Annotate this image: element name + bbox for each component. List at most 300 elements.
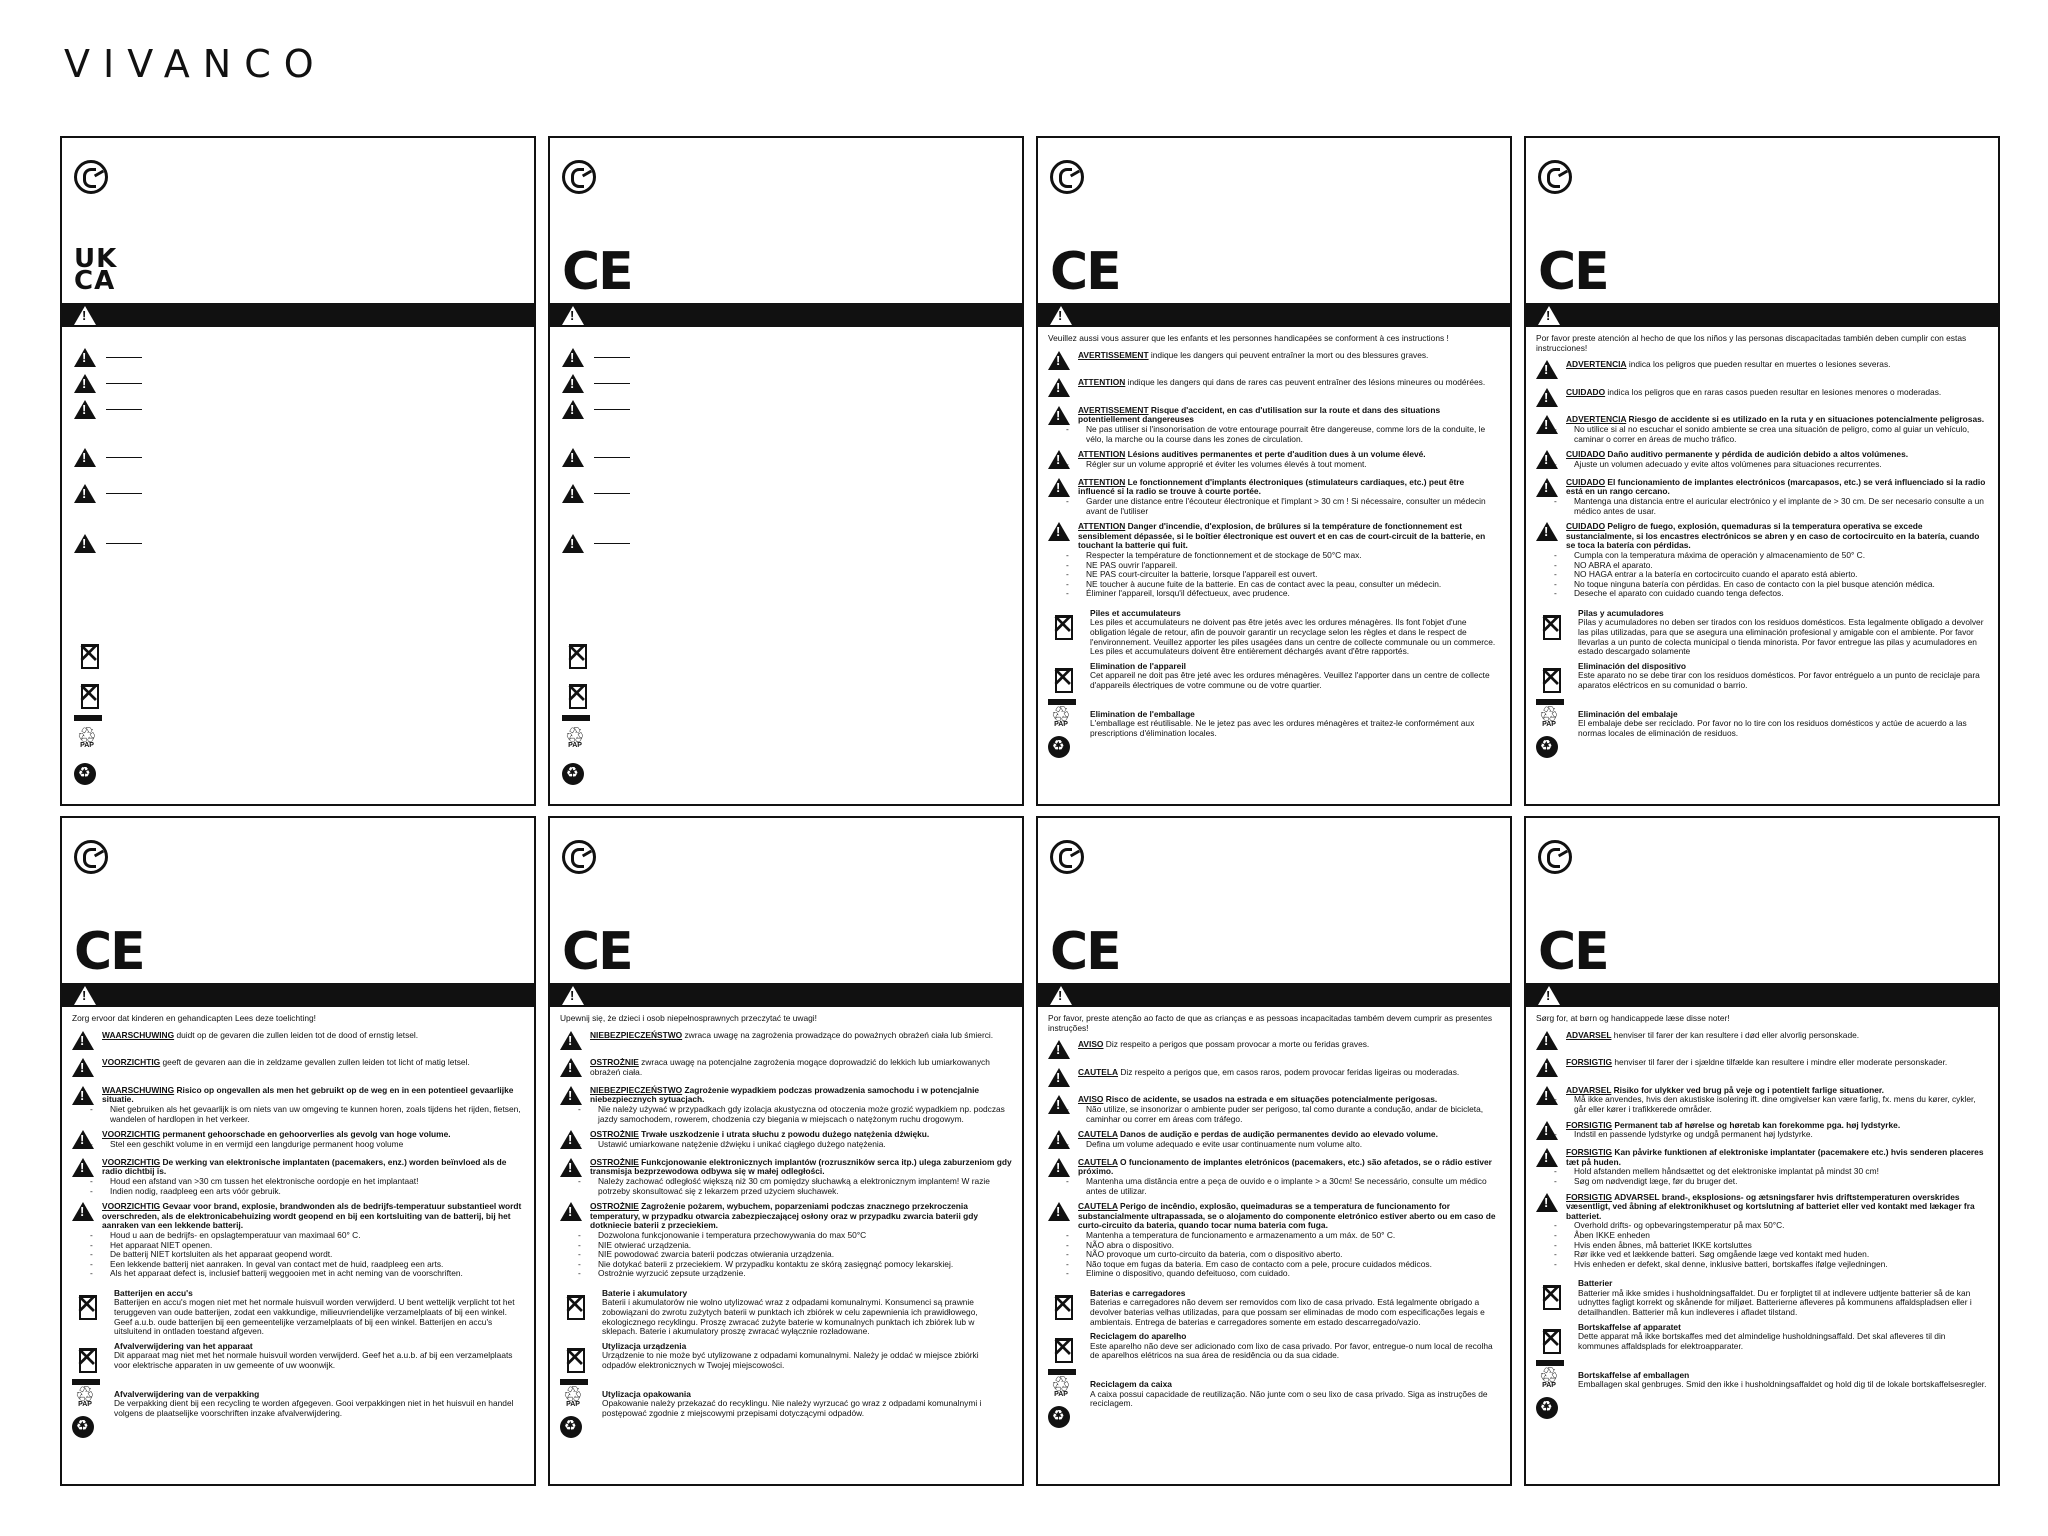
blank-line <box>106 457 142 458</box>
warning-line <box>102 1058 524 1068</box>
disposal-text <box>1578 1279 1988 1317</box>
disposal-item <box>560 1342 1012 1385</box>
warning-desc: henviser til farer der i sjældne tilfælde kan resultere i mindre eller moderate personskader. <box>1612 1057 1948 1068</box>
disposal-desc: Cet appareil ne doit pas être jeté avec les ordures ménagères. Veuillez l'apporter dans un centre de collecte d'appareils électriques de votre commune ou de votre quartier. <box>1090 670 1490 691</box>
warning-bullets <box>590 1177 1012 1196</box>
item-icon-wrap <box>1048 1095 1078 1124</box>
warning-text <box>1566 1086 1988 1115</box>
item-icon-wrap <box>560 1086 590 1124</box>
warning-icon <box>560 1031 582 1050</box>
disposal-desc: Les piles et accumulateurs ne doivent pas être jetés avec les ordures ménagères. Ils font l'objet d'une obligation légale de retour, afin de pouvoir garantir un recyclage selon les règles et dans le respect de l'environnement. Veuillez apporter les piles usagées dans un centre de collecte communale ou un commerce. Les piles et accumulateurs doivent être entièrement déchargés avant d'être rapportés. <box>1090 617 1496 657</box>
warning-icon <box>560 1202 582 1221</box>
warning-icon <box>560 1158 582 1177</box>
warning-icon <box>1536 388 1558 407</box>
item-icon-wrap <box>1048 478 1078 516</box>
signal-word: CAUTELA <box>1078 1156 1118 1167</box>
warning-desc: indica los peligros que en raras casos pueden resultar en lesiones menores o moderadas. <box>1605 386 1942 397</box>
warning-bullets <box>1566 1167 1988 1186</box>
warning-text <box>1566 415 1988 444</box>
bullet: - NO HAGA entrar a la batería en cortocircuito cuando el aparato está abierto. <box>1566 570 1988 580</box>
warning-heading: De werking van elektronische implantaten (pacemakers, enz.) worden beïnvloed als de radio dichtbij is. <box>102 1156 507 1177</box>
blank-warning-row <box>562 374 630 393</box>
item-icon-wrap <box>560 1130 590 1152</box>
bullet: - Cumpla con la temperatura máxima de operación y almacenamiento de 50° C. <box>1566 551 1988 561</box>
warning-item <box>72 1130 524 1152</box>
disposal-item <box>1536 710 1988 758</box>
disposal-item <box>1048 1332 1500 1375</box>
crossed-bin-icon <box>1536 662 1566 696</box>
read-manual-icon <box>1050 160 1084 194</box>
signal-word: AVISO <box>1078 1094 1104 1105</box>
warning-text <box>1566 1031 1988 1053</box>
disposal-heading: Utylizacja urządzenia <box>602 1340 687 1351</box>
warning-text <box>1566 1148 1988 1186</box>
disposal-icon-wrap <box>560 1342 602 1385</box>
item-icon-wrap <box>1048 450 1078 472</box>
item-icon-wrap <box>1536 1121 1566 1143</box>
warning-icon <box>562 374 584 393</box>
warning-item <box>1536 478 1988 516</box>
bullet: - Elimine o dispositivo, quando defeituoso, com cuidado. <box>1078 1269 1500 1279</box>
warning-item <box>1536 1193 1988 1270</box>
bullet: - No utilice si al no escuchar el sonido ambiente se crea una situación de peligro, como al guiar un vehículo, caminar o correr en áreas de mucho tráfico. <box>1566 425 1988 444</box>
item-icon-wrap <box>1048 406 1078 444</box>
crossed-bin-icon <box>74 678 104 712</box>
warning-line <box>1566 522 1988 551</box>
warning-text <box>102 1086 524 1124</box>
disposal-item <box>560 1390 1012 1438</box>
disposal-desc: Dette apparat må ikke bortskaffes med det almindelige husholdningsaffald. Det skal afleveres til din kommunes affaldsplads for elektroapparater. <box>1578 1331 1946 1351</box>
warning-item <box>1536 522 1988 599</box>
disposal-heading: Utylizacja opakowania <box>602 1388 691 1399</box>
disposal-desc: Baterii i akumulatorów nie wolno utylizować wraz z odpadami komunalnymi. Konsumenci są prawnie zobowiązani do zwrotu zużytych baterii w punktach ich zbiórek w celu zapewnienia ich prawidłowego, ekologicznego recyklingu. Proszę zwracać zużyte baterie w komunalnych punktach ich zbiórek lub w sklepach. Baterie i akumulatory proszę zwracać wyłącznie rozładowane. <box>602 1297 978 1337</box>
signal-word: AVERTISSEMENT <box>1078 349 1149 360</box>
warning-item <box>1536 1086 1988 1115</box>
bullet: - NO ABRA el aparato. <box>1566 561 1988 571</box>
bin-bar-icon <box>562 715 590 721</box>
disposal-text <box>1578 710 1988 758</box>
warning-text <box>1566 1058 1988 1080</box>
crossed-bin-icon <box>72 1342 102 1376</box>
warning-line <box>102 1031 524 1041</box>
disposal-desc: Opakowanie należy przekazać do recyklingu. Nie należy wyrzucać go wraz z odpadami komunalnymi i postępować zgodnie z miejscowymi przepisami dotyczącymi odpadów. <box>602 1398 982 1419</box>
warning-icon <box>1536 522 1558 541</box>
signal-word: CUIDADO <box>1566 386 1606 397</box>
bullet: - NIE powodować zwarcia baterii podczas otwierania urządzenia. <box>590 1250 1012 1260</box>
disposal-icon-wrap <box>1536 1279 1578 1317</box>
item-icon-wrap <box>1536 1058 1566 1080</box>
warning-bullets <box>1078 1231 1500 1279</box>
bullet: - Éliminer l'appareil, lorsqu'il défectueux, avec prudence. <box>1078 589 1500 599</box>
warning-bullets <box>102 1105 524 1124</box>
warning-item <box>560 1158 1012 1196</box>
warning-icon <box>562 400 584 419</box>
warning-bullets <box>1566 1095 1988 1114</box>
warning-desc: henviser til farer der kan resultere i død eller alvorlig personskade. <box>1611 1029 1860 1040</box>
disposal-icon-wrap <box>560 1390 602 1438</box>
bullet: - Hold afstanden mellem håndsættet og det elektroniske implantat på mindst 30 cm! <box>1566 1167 1988 1177</box>
crossed-bin-icon <box>72 1289 102 1323</box>
warning-text <box>590 1031 1012 1053</box>
warning-item <box>1048 522 1500 599</box>
pap-recycle-icon: ♲ PAP <box>1048 710 1074 736</box>
disposal-item <box>72 1289 524 1337</box>
warning-icon <box>1536 1031 1558 1050</box>
read-manual-icon <box>1050 840 1084 874</box>
warning-text <box>1566 1121 1988 1143</box>
item-icon-wrap <box>72 1086 102 1124</box>
crossed-bin-icon <box>1536 609 1566 643</box>
warning-icon <box>1048 406 1070 425</box>
warning-icon <box>1536 1148 1558 1167</box>
disposal-icon-wrap <box>72 1289 114 1337</box>
disposal-icon-wrap <box>1048 1380 1090 1428</box>
bullet: - Søg om nødvendigt læge, før du bruger det. <box>1566 1177 1988 1187</box>
bullet: - NÃO abra o dispositivo. <box>1078 1241 1500 1251</box>
warning-line <box>1078 1158 1500 1177</box>
warning-text <box>1078 1095 1500 1124</box>
warning-line <box>1566 1193 1988 1222</box>
bullet: - Respecter la température de fonctionnement et de stockage de 50°C max. <box>1078 551 1500 561</box>
bullet: - Nie należy używać w przypadkach gdy izolacja akustyczna od otoczenia może grozić wypadkiem np. podczas jazdy samochodem, rowerem, chodzenia czy biegania w miejscach o natężonym ruchu drogowym. <box>590 1105 1012 1124</box>
intro-text: Por favor, preste atenção ao facto de que as crianças e as pessoas incapacitadas também devem cumprir as presentes instruções! <box>1048 1013 1493 1033</box>
item-icon-wrap <box>1048 1130 1078 1152</box>
panel-ce-blank <box>548 136 1024 806</box>
warning-heading: El funcionamiento de implantes electrónicos (marcapasos, etc.) se verá influenciado si la radio está en un rango cercano. <box>1566 476 1986 497</box>
warning-bar <box>62 303 534 327</box>
item-icon-wrap <box>72 1202 102 1279</box>
read-manual-icon <box>74 160 108 194</box>
warning-bar <box>1526 303 1998 327</box>
read-manual-icon <box>74 840 108 874</box>
warning-desc: indique les dangers qui peuvent entraîner la mort ou des blessures graves. <box>1148 349 1429 360</box>
crossed-bin-icon <box>562 638 592 672</box>
bullet: - NIE otwierać urządzenia. <box>590 1241 1012 1251</box>
instructions <box>1048 1014 1500 1476</box>
warning-text <box>1078 522 1500 599</box>
warning-heading: Permanent tab af hørelse og høretab kan forekomme pga. høj lydstyrke. <box>1612 1119 1901 1130</box>
signal-word: OSTROŻNIE <box>590 1201 639 1212</box>
warning-text <box>1078 1130 1500 1152</box>
disposal-icon-wrap <box>1536 710 1578 758</box>
item-icon-wrap <box>1536 1031 1566 1053</box>
warning-icon <box>74 374 96 393</box>
read-manual-icon <box>1538 160 1572 194</box>
bullet: - NE PAS court-circuiter la batterie, lorsque l'appareil est ouvert. <box>1078 570 1500 580</box>
warning-heading: Danos de audição e perdas de audição permanentes devido ao elevado volume. <box>1117 1129 1438 1140</box>
warning-desc: geeft de gevaren aan die in zeldzame gevallen zullen leiden tot licht of matig letsel. <box>160 1057 470 1068</box>
warning-line <box>1078 351 1500 361</box>
green-dot-icon <box>562 763 584 785</box>
disposal-desc: Este aparato no se debe tirar con los residuos domésticos. Por favor entréguelo a un punto de reciclaje para aparatos eléctricos en su comunidad o barrio. <box>1578 670 1980 691</box>
blank-line <box>594 493 630 494</box>
disposal-desc: Batterier må ikke smides i husholdningsaffaldet. Du er forpligtet til at indlevere udtjente batterier så de kan udnyttes fagligt korrekt og skånende for miljøet. Batterierne afleveres på kommunens affaldspladsen eller i detailhandlen. Batterier må kun indleveres i afladet tilstand. <box>1578 1287 1972 1318</box>
warning-line <box>1566 360 1988 370</box>
warning-heading: Kan påvirke funktionen af elektroniske implantater (pacemakere etc.) hvis senderen placeres tæt på huden. <box>1566 1147 1984 1167</box>
item-icon-wrap <box>1048 378 1078 400</box>
disposal-icon-wrap <box>1048 609 1090 657</box>
disposal-text <box>602 1289 1012 1337</box>
warning-heading: Zagrożenie pożarem, wybuchem, poparzeniami podczas znacznego przekroczenia temperatury, w przypadku otwarcia zabezpieczającej osłony oraz w przypadku zwarcia baterii gdy dotkniecie baterii z przeciekiem. <box>590 1201 979 1231</box>
disposal-item <box>1048 710 1500 758</box>
warning-item <box>1048 1158 1500 1196</box>
intro-text: Por favor preste atención al hecho de que los niños y las personas discapacitadas también deben cumplir con estas instrucciones! <box>1536 333 1967 353</box>
disposal-text <box>1578 1323 1988 1366</box>
bullet: - Należy zachować odległość większą niż 30 cm pomiędzy słuchawką a elektronicznym implantem! W razie potrzeby skonsultować się z lekarzem przed użyciem słuchawek. <box>590 1177 1012 1196</box>
disposal-desc: Batterijen en accu's mogen niet met het normale huisvuil worden verwijderd. U bent wettelijk verplicht tot het teruggeven van oude batterijen, zodat een vakkundige, milieuvriendelijke verzamelplaats of bij een winkel. Geef a.u.b. oude batterijen bij een gemeentelijke verzamelplaats of bij een winkel. Batterijen en accu's uitsluitend in ontladen toestand afgeven. <box>114 1297 515 1337</box>
bullet: - Als het apparaat defect is, inclusief batterij weggooien met in acht neming van de voorschriften. <box>102 1269 524 1279</box>
bullet: - Mantenha uma distância entre a peça de ouvido e o implante > a 30cm! Se necessário, consulte um médico antes de utilizar. <box>1078 1177 1500 1196</box>
warning-bar <box>550 983 1022 1007</box>
bullet: - Dozwolona funkcjonowanie i temperatura przechowywania do max 50°C <box>590 1231 1012 1241</box>
warning-bullets <box>1566 1130 1988 1140</box>
item-icon-wrap <box>1048 1202 1078 1279</box>
warning-line <box>590 1058 1012 1077</box>
warning-text <box>102 1130 524 1152</box>
warning-heading: Risco de acidente, se usados na estrada e em situações potencialmente perigosas. <box>1103 1094 1438 1105</box>
signal-word: CAUTELA <box>1078 1201 1118 1212</box>
warning-icon <box>72 1031 94 1050</box>
disposal-icons <box>74 638 104 785</box>
disposal-text <box>1090 609 1500 657</box>
warning-heading: Gevaar voor brand, explosie, brandwonden als de bedrijfs-temperatuur substantieel wordt overschreden, als de elektronicabehuizing wordt geopend en bij een kortsluiting van de batterij, bij het aanraken van een lekkende batterij. <box>102 1201 522 1231</box>
blank-line <box>594 543 630 544</box>
warning-line <box>1566 1058 1988 1068</box>
disposal-icon-wrap <box>1048 1332 1090 1375</box>
bullet: - Niet gebruiken als het gevaarlijk is om niets van uw omgeving te kunnen horen, zoals tijdens het rijden, fietsen, wandelen of hardlopen in het verkeer. <box>102 1105 524 1124</box>
disposal-text <box>1578 662 1988 705</box>
crossed-bin-icon <box>560 1289 590 1323</box>
green-dot-icon <box>1048 736 1070 758</box>
disposal-text <box>1090 710 1500 758</box>
bin-bar-icon <box>74 715 102 721</box>
crossed-bin-icon <box>74 638 104 672</box>
warning-heading: Peligro de fuego, explosión, quemaduras si la temperatura operativa se excede sustancialmente, si los encastres electrónicos se abren y en caso de cortocircuito en la batería, cuando se toca la batería con pérdidas. <box>1566 521 1980 551</box>
intro-text: Veuillez aussi vous assurer que les enfants et les personnes handicapées se conforment à ces instructions ! <box>1048 333 1449 343</box>
disposal-item <box>72 1342 524 1385</box>
warning-text <box>1566 360 1988 382</box>
disposal-icon-wrap <box>1536 662 1578 705</box>
warning-bar <box>1038 303 1510 327</box>
disposal-desc: Emballagen skal genbruges. Smid den ikke i husholdningsaffaldet og hold dig til de lokale bortskaffelsesregler. <box>1578 1379 1987 1390</box>
warning-item <box>560 1130 1012 1152</box>
disposal-desc: Este aparelho não deve ser adicionado com lixo de casa privado. Por favor, entregue-o num local de recolha de aparelhos elétricos na sua área de residência ou da sua cidade. <box>1090 1340 1493 1361</box>
bullet: - Não utilize, se insonorizar o ambiente puder ser perigoso, tal como durante a condução, andar de bicicleta, caminhar ou correr em áreas com tráfego. <box>1078 1105 1500 1124</box>
bullet: - Mantenha a temperatura de funcionamento e armazenamento a um máx. de 50° C. <box>1078 1231 1500 1241</box>
disposal-text <box>1090 1380 1500 1428</box>
disposal-text <box>602 1342 1012 1385</box>
instructions <box>1048 334 1500 796</box>
warning-item <box>1536 388 1988 410</box>
warning-heading: ADVARSEL brand-, eksplosions- og ætsningsfarer hvis driftstemperaturen overskrides væsentligt, ved åbning af elektronikhuset og kortslutning af batteriet eller ved kontakt med lækager fra batteriet. <box>1566 1191 1975 1221</box>
disposal-text <box>114 1289 524 1337</box>
item-icon-wrap <box>1048 1158 1078 1196</box>
item-icon-wrap <box>560 1158 590 1196</box>
signal-word: FORSIGTIG <box>1566 1057 1613 1068</box>
item-icon-wrap <box>1048 351 1078 373</box>
ce-mark: CE <box>74 922 144 982</box>
bullet: - No toque ninguna batería con pérdidas. En caso de contacto con la piel busque atención médica. <box>1566 580 1988 590</box>
bullet: - NÃO provoque um curto-circuito da bateria, com o dispositivo aberto. <box>1078 1250 1500 1260</box>
warning-heading: Le fonctionnement d'implants électroniques (stimulateurs cardiaques, etc.) peut être influencé si la radio se trouve à courte portée. <box>1078 476 1465 497</box>
bullet: - Defina um volume adequado e evite usar continuamente num volume alto. <box>1078 1140 1500 1150</box>
ce-mark: CE <box>562 242 632 302</box>
disposal-text <box>114 1342 524 1385</box>
warning-bullets <box>1566 425 1988 444</box>
disposal-icon-wrap <box>1048 662 1090 705</box>
signal-word: ADVERTENCIA <box>1566 359 1627 370</box>
warning-icon <box>562 534 584 553</box>
warning-text <box>102 1202 524 1279</box>
disposal-desc: El embalaje debe ser reciclado. Por favor no lo tire con los residuos domésticos y actúe de acuerdo a las normas locales de eliminación de residuos. <box>1578 718 1967 739</box>
disposal-heading: Baterie i akumulatory <box>602 1287 688 1298</box>
warning-item <box>1536 415 1988 444</box>
bullet: - NE toucher à aucune fuite de la batterie. En cas de contact avec la peau, consulter un médecin. <box>1078 580 1500 590</box>
warning-heading: Riesgo de accidente si es utilizado en la ruta y en situaciones potencialmente peligrosas. <box>1626 414 1985 425</box>
warning-heading: O funcionamento de implantes eletrónicos (pacemakers, etc.) são afetados, se o rádio estiver próximo. <box>1078 1156 1492 1177</box>
ce-mark: CE <box>1538 242 1608 302</box>
signal-word: CUIDADO <box>1566 521 1606 532</box>
disposal-text <box>114 1390 524 1438</box>
instructions <box>72 1014 524 1476</box>
blank-warning-row <box>74 374 142 393</box>
warning-icon <box>1048 351 1070 370</box>
warning-item <box>1536 1121 1988 1143</box>
item-icon-wrap <box>1048 1040 1078 1062</box>
blank-line <box>106 543 142 544</box>
warning-icon <box>1048 1068 1070 1087</box>
warning-text <box>1566 478 1988 516</box>
disposal-heading: Elimination de l'emballage <box>1090 708 1195 719</box>
warning-text <box>1566 522 1988 599</box>
warning-line <box>590 1031 1012 1041</box>
warning-bullets <box>102 1231 524 1279</box>
intro-text: Upewnij się, że dzieci i osob niepełnosprawnych przeczytać te uwagi! <box>560 1013 817 1023</box>
disposal-icon-wrap <box>72 1390 114 1438</box>
disposal-desc: De verpakking dient bij een recycling te worden afgegeven. Gooi verpakkingen niet in het huisvuil en handel volgens de plaatselijke voorschriften inzake afvalverwijdering. <box>114 1398 514 1419</box>
bullet: - Åben IKKE enheden <box>1566 1231 1988 1241</box>
warning-text <box>1078 478 1500 516</box>
instructions <box>1536 334 1988 796</box>
disposal-heading: Reciclagem da caixa <box>1090 1379 1172 1390</box>
intro-text: Zorg ervoor dat kinderen en gehandicapten Lees deze toelichting! <box>72 1013 316 1023</box>
disposal-text <box>1090 1289 1500 1327</box>
warning-icon <box>74 986 96 1005</box>
warning-item <box>1048 450 1500 472</box>
intro-text: Sørg for, at børn og handicappede læse disse noter! <box>1536 1013 1730 1023</box>
signal-word: OSTROŻNIE <box>590 1057 639 1068</box>
warning-line <box>1566 1148 1988 1167</box>
ce-mark: CE <box>1538 922 1608 982</box>
warning-icon <box>1048 1040 1070 1059</box>
warning-icon <box>74 400 96 419</box>
signal-word: ADVERTENCIA <box>1566 414 1627 425</box>
warning-icon <box>1536 1058 1558 1077</box>
disposal-icon-wrap <box>72 1342 114 1385</box>
warning-heading: Funkcjonowanie elektronicznych implantów (rozruszników serca itp.) ulega zaburzeniom gdy transmisja bezprzewodowa odbywa się w małej odległości. <box>590 1156 1012 1177</box>
warning-icon <box>74 348 96 367</box>
disposal-icon-wrap <box>1536 1323 1578 1366</box>
warning-text <box>1078 1202 1500 1279</box>
disposal-text <box>1090 1332 1500 1375</box>
warning-item <box>72 1086 524 1124</box>
blank-warning-row <box>562 348 630 367</box>
item-icon-wrap <box>1048 1068 1078 1090</box>
disposal-heading: Eliminación del dispositivo <box>1578 660 1686 671</box>
signal-word: VOORZICHTIG <box>102 1201 161 1212</box>
warning-text <box>1078 378 1500 400</box>
pap-recycle-icon: ♲ PAP <box>1536 1371 1562 1397</box>
item-icon-wrap <box>1048 522 1078 599</box>
panel-dutch <box>60 816 536 1486</box>
signal-word: FORSIGTIG <box>1566 1119 1613 1130</box>
disposal-item <box>1536 662 1988 705</box>
disposal-icon-wrap <box>1536 609 1578 657</box>
disposal-heading: Pilas y acumuladores <box>1578 607 1664 618</box>
warning-text <box>1566 450 1988 472</box>
warning-item <box>1048 1130 1500 1152</box>
instructions <box>560 1014 1012 1476</box>
warning-item <box>1048 478 1500 516</box>
disposal-icon-wrap <box>1048 710 1090 758</box>
bullet: - De batterij NIET kortsluiten als het apparaat geopend wordt. <box>102 1250 524 1260</box>
warning-bullets <box>1078 1177 1500 1196</box>
crossed-bin-icon <box>1536 1279 1566 1313</box>
warning-line <box>1566 388 1988 398</box>
crossed-bin-icon <box>1536 1323 1566 1357</box>
item-icon-wrap <box>72 1130 102 1152</box>
crossed-bin-icon <box>560 1342 590 1376</box>
warning-icon <box>1048 478 1070 497</box>
warning-item <box>1048 351 1500 373</box>
warning-bullets <box>1566 551 1988 599</box>
pap-recycle-icon: ♲ PAP <box>560 1390 586 1416</box>
warning-line <box>102 1202 524 1231</box>
read-manual-icon <box>562 840 596 874</box>
signal-word: FORSIGTIG <box>1566 1191 1613 1202</box>
bullet: - Indien nodig, raadpleeg een arts vóór gebruik. <box>102 1187 524 1197</box>
warning-heading: Lésions auditives permanentes et perte d'audition dues à un volume élevé. <box>1125 449 1426 460</box>
signal-word: VOORZICHTIG <box>102 1129 161 1140</box>
panel-polish <box>548 816 1024 1486</box>
warning-icon <box>74 448 96 467</box>
warning-bullets <box>1078 497 1500 516</box>
warning-icon <box>1048 522 1070 541</box>
disposal-item <box>1536 1323 1988 1366</box>
warning-line <box>1078 478 1500 497</box>
blank-line <box>594 383 630 384</box>
warning-bullets <box>590 1105 1012 1124</box>
signal-word: VOORZICHTIG <box>102 1057 161 1068</box>
warning-line <box>1566 478 1988 497</box>
disposal-heading: Bortskaffelse af apparatet <box>1578 1321 1681 1332</box>
warning-heading: Trwałe uszkodzenie i utrata słuchu z powodu dużego natężenia dźwięku. <box>638 1129 930 1140</box>
item-icon-wrap <box>1536 522 1566 599</box>
blank-line <box>106 383 142 384</box>
panel-ukca <box>60 136 536 806</box>
warning-line <box>1078 1202 1500 1231</box>
warning-bullets <box>590 1231 1012 1279</box>
warning-bullets <box>1566 1221 1988 1269</box>
warning-icon <box>1536 478 1558 497</box>
panel-danish <box>1524 816 2000 1486</box>
warning-item <box>560 1031 1012 1053</box>
disposal-item <box>1536 1371 1988 1419</box>
disposal-item <box>1536 1279 1988 1317</box>
blank-line <box>594 409 630 410</box>
disposal-heading: Elimination de l'appareil <box>1090 660 1186 671</box>
panel-french <box>1036 136 1512 806</box>
